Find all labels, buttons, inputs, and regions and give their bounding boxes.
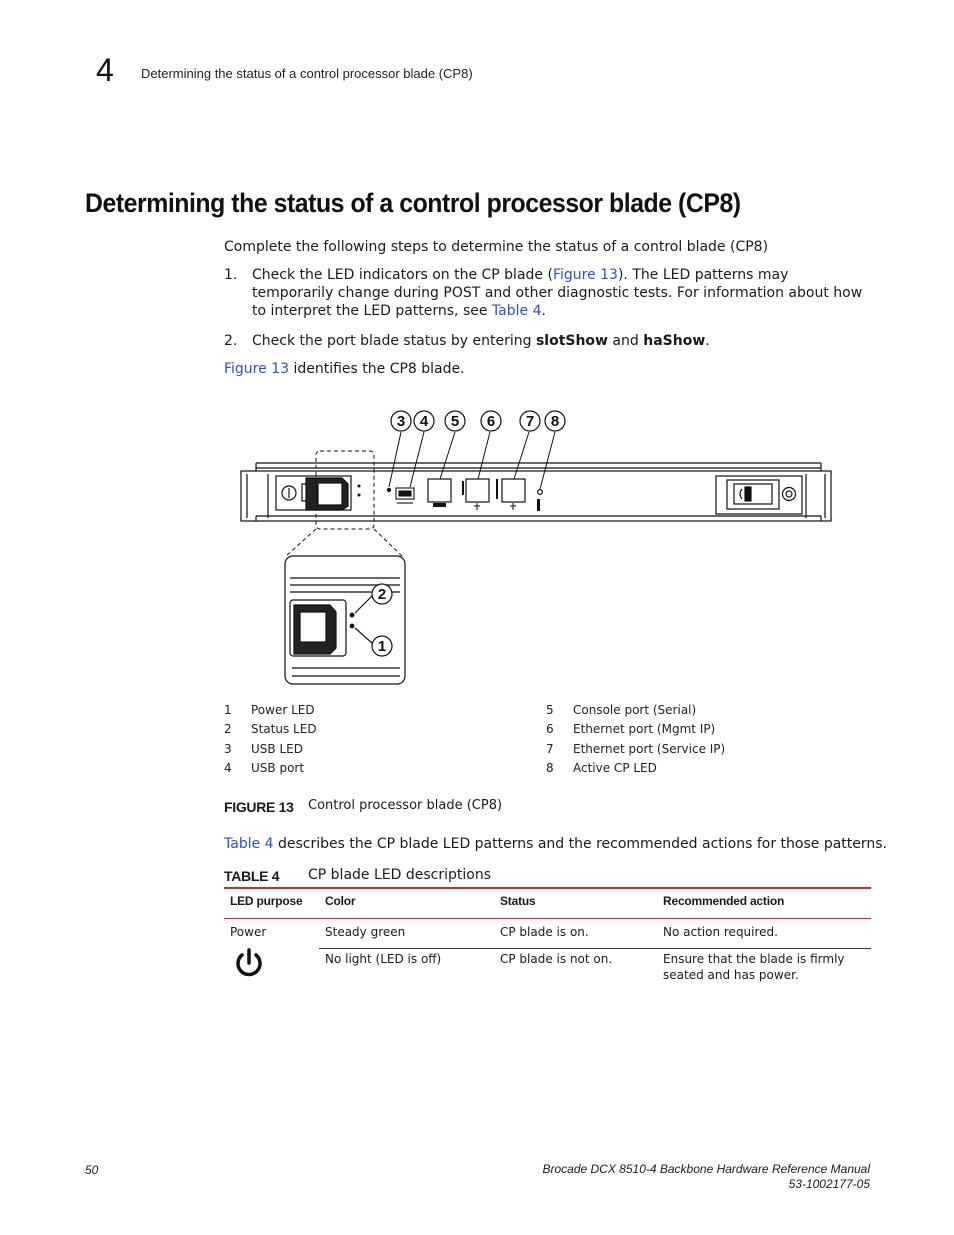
legend-number: 4 [224,761,232,775]
legend-label: Power LED [251,703,315,717]
console-port [428,479,451,502]
legend-label: Ethernet port (Mgmt IP) [573,722,716,736]
figure-caption-text: Control processor blade (CP8) [308,798,503,813]
header-status: Status [494,888,657,919]
header-color: Color [319,888,494,919]
legend-number: 6 [546,722,554,736]
table-reference [224,835,887,853]
section-title: Determining the status of a control processor blade (CP8) [85,188,741,218]
step-text-part: ). The LED patterns may temporarily change during POST and other diagnostic tests. For information about how to interpret the LED patterns, see [252,267,863,319]
figure-reference [224,360,465,378]
callout-7: 7 [525,413,535,430]
ejector-handle [276,476,351,510]
zoom-detail [285,556,405,684]
command-slotshow: slotShow [535,333,608,349]
action-cell: No action required. [657,919,871,949]
led-descriptions-table [224,887,871,988]
table-caption-text: CP blade LED descriptions [308,867,491,883]
led-purpose-label: Power [230,925,267,939]
table-row [224,949,871,988]
action-cell: Ensure that the blade is firmly seated and has power. [663,952,845,983]
step-text [252,266,872,320]
legend-label: Active CP LED [573,761,657,775]
figure-13-link[interactable]: Figure 13 [552,267,618,283]
power-icon [232,946,266,980]
running-header: Determining the status of a control processor blade (CP8) [141,66,473,81]
table-header-row [224,888,871,919]
legend-label: Ethernet port (Service IP) [573,742,726,756]
step-1 [224,266,874,326]
intro-paragraph: Complete the following steps to determine the status of a control blade (CP8) [224,239,769,255]
usb-led-and-port [387,488,414,503]
step-text-part: and [607,333,644,349]
table-row [224,919,871,949]
status-cell: CP blade is not on. [500,952,613,967]
table-caption-label: TABLE 4 [224,868,280,884]
mgmt-ethernet-port [466,479,489,502]
right-latch [716,476,802,514]
step-text [252,332,872,350]
header-recommended-action: Recommended action [657,888,871,919]
chapter-number: 4 [96,52,114,88]
color-cell: No light (LED is off) [325,952,442,967]
callout-4: 4 [419,413,429,430]
status-cell: CP blade is on. [494,919,657,949]
legend-number: 3 [224,742,232,756]
table-reference-text: describes the CP blade LED patterns and the recommended actions for those patterns. [273,836,887,852]
callout-1: 1 [377,638,387,655]
step-text-part: Check the LED indicators on the CP blade ( [252,267,553,283]
callout-8: 8 [550,413,560,430]
table-4-link[interactable]: Table 4 [224,836,274,852]
cp8-blade-diagram [230,400,850,692]
step-text-part: . [541,303,546,319]
legend-label: USB LED [251,742,303,756]
legend-label: Status LED [251,722,317,736]
footer-title-block [542,1162,870,1192]
figure-caption [224,797,503,816]
step-text-part: . [705,333,710,349]
manual-title: Brocade DCX 8510-4 Backbone Hardware Reference Manual [542,1162,870,1176]
document-number: 53-1002177-05 [788,1177,870,1191]
page-number: 50 [85,1163,99,1177]
callout-6: 6 [486,413,496,430]
legend-label: Console port (Serial) [573,703,697,717]
table-caption [224,866,491,885]
legend-label: USB port [251,761,305,775]
figure-reference-text: identifies the CP8 blade. [289,361,465,377]
legend-number: 2 [224,722,232,736]
legend-number: 1 [224,703,232,717]
step-number: 1. [224,267,238,283]
header-led-purpose: LED purpose [224,888,319,919]
callout-5: 5 [450,413,460,430]
figure-13-link[interactable]: Figure 13 [224,361,290,377]
figure-legend-left [224,703,524,783]
figure-legend-right [546,703,846,783]
table-4-link[interactable]: Table 4 [491,303,542,319]
figure-caption-label: FIGURE 13 [224,799,294,815]
led-purpose-cell [224,919,319,989]
step-number: 2. [224,333,238,349]
service-ethernet-port [502,479,525,502]
active-cp-led [538,490,543,495]
legend-number: 8 [546,761,554,775]
legend-number: 7 [546,742,554,756]
step-text-part: Check the port blade status by entering [252,333,536,349]
command-hashow: haShow [643,333,706,349]
step-2 [224,332,874,352]
color-cell: Steady green [319,919,494,949]
callout-2: 2 [377,586,387,603]
callout-3: 3 [396,413,406,430]
legend-number: 5 [546,703,554,717]
